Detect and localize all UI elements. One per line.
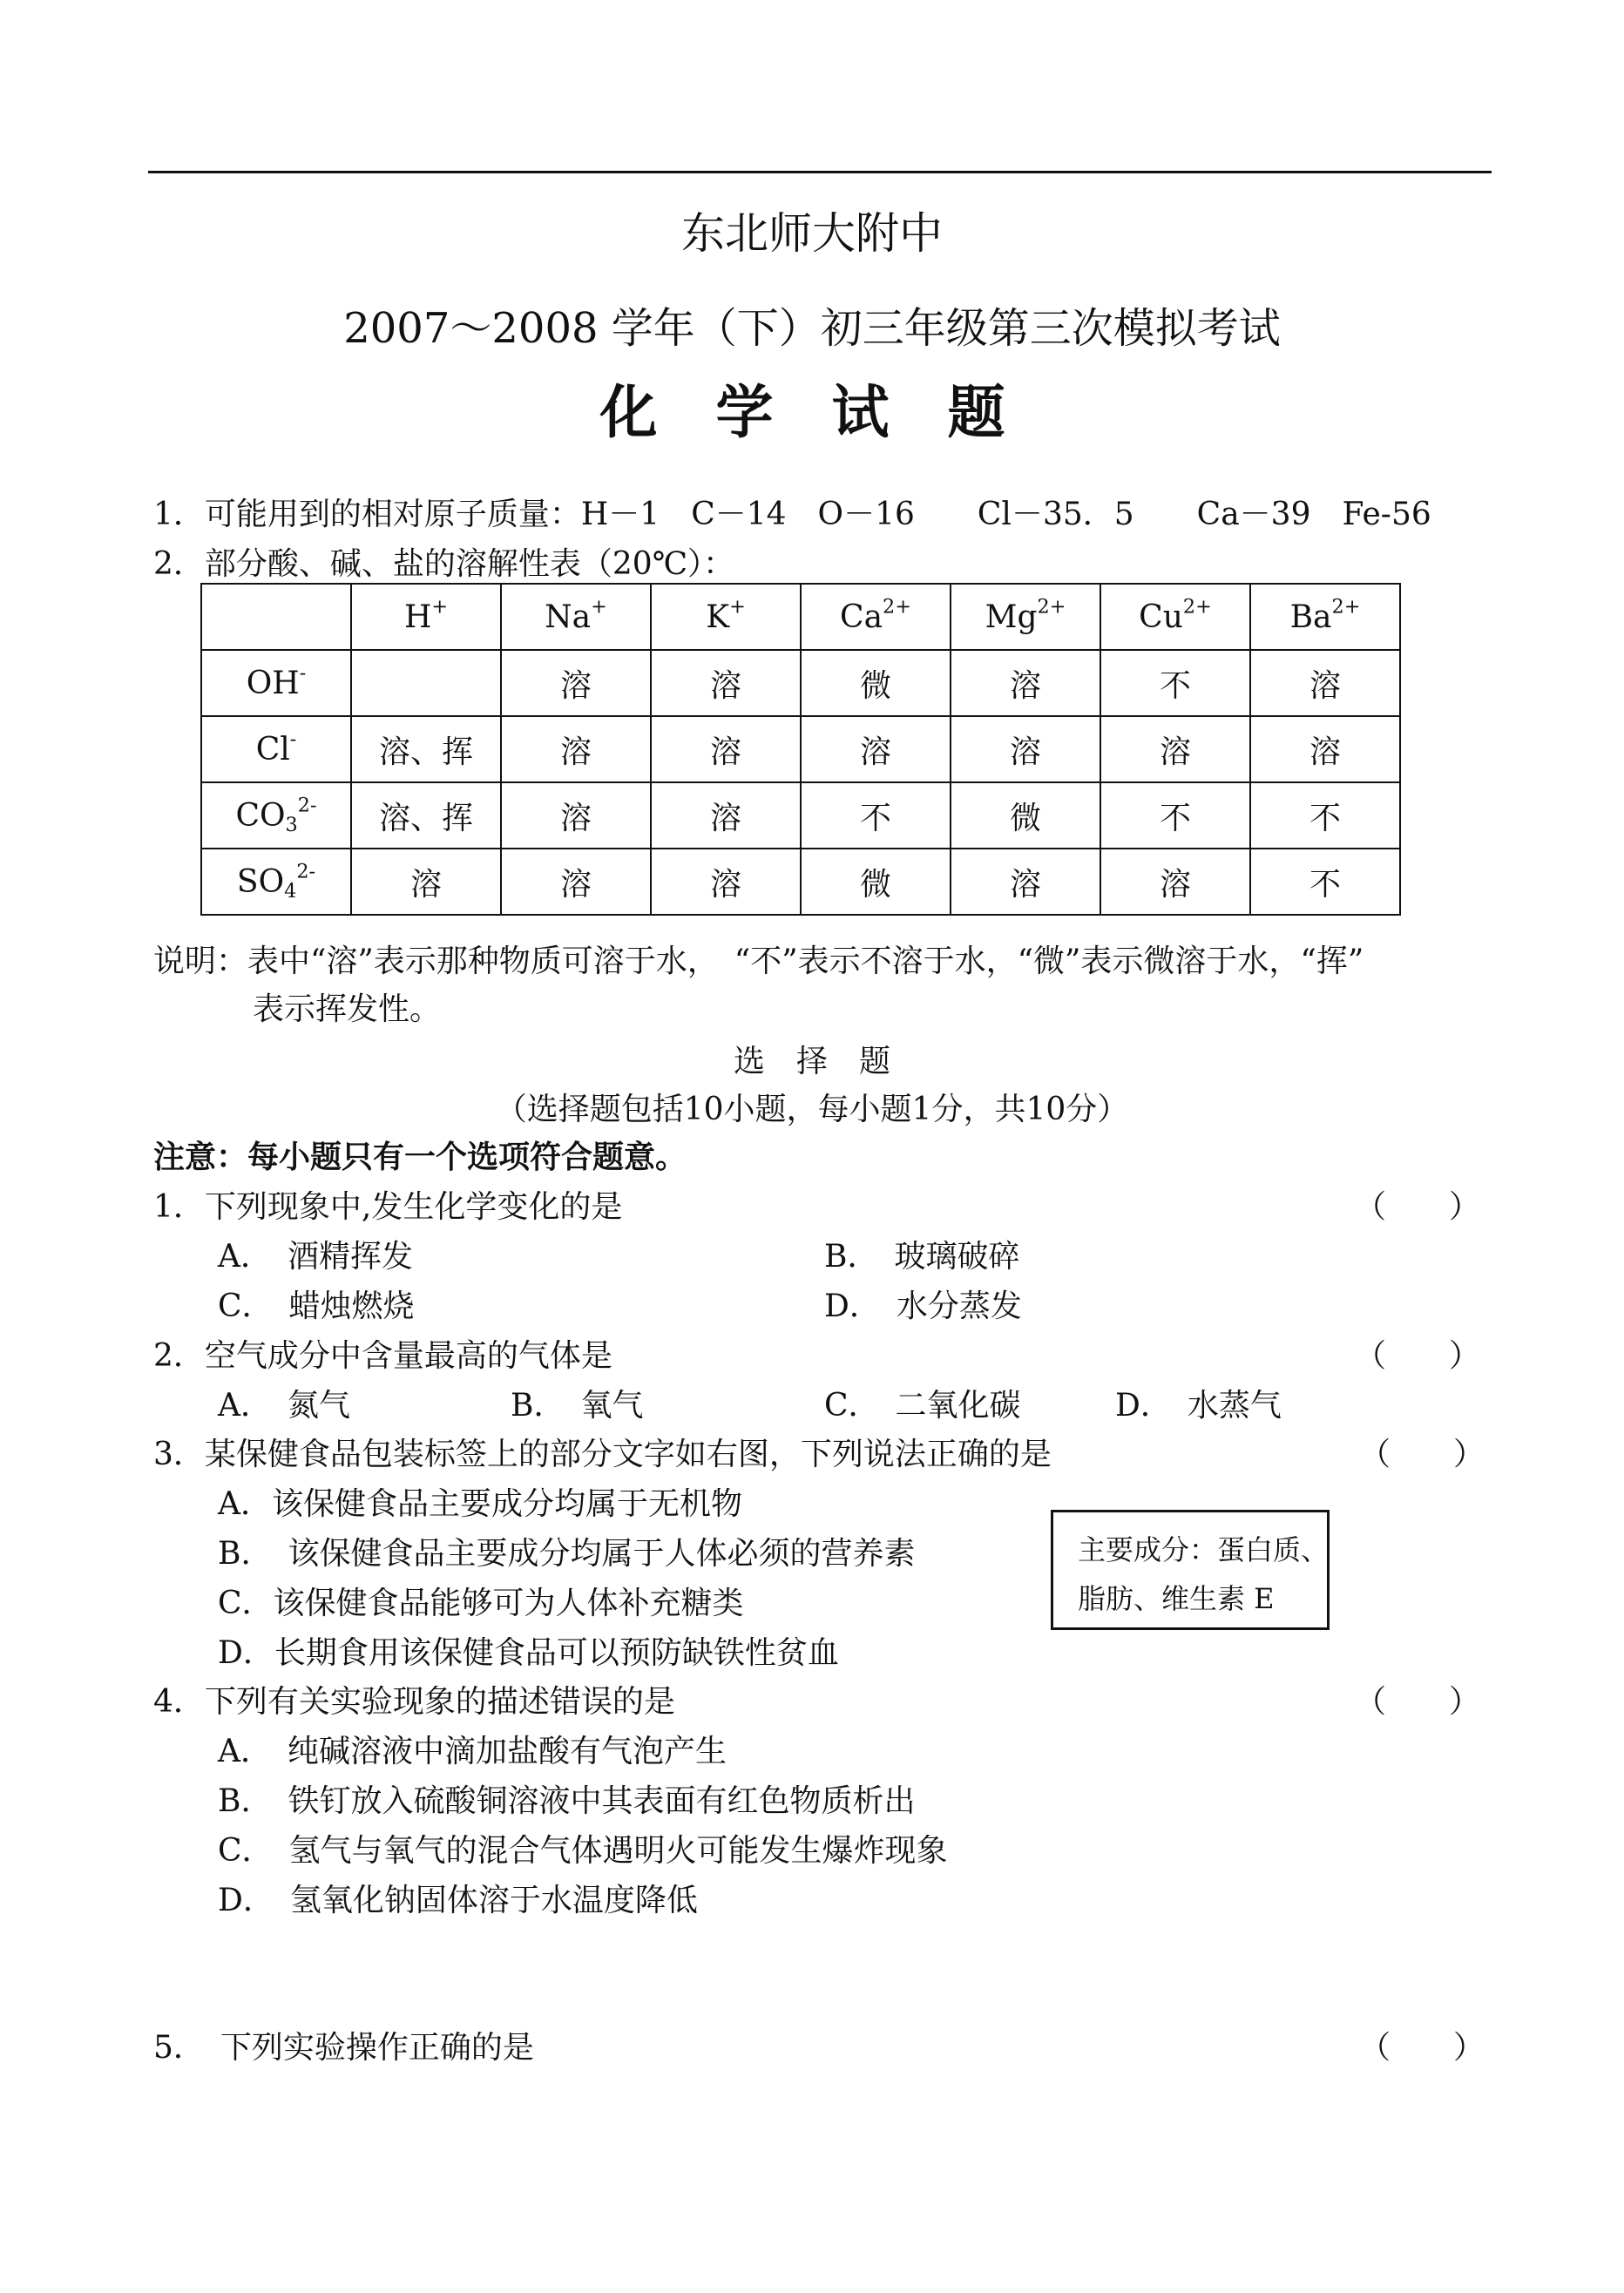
table-cell: 溶 xyxy=(1100,849,1250,915)
section-subtitle: （选择题包括10小题，每小题1分，共10分） xyxy=(495,1092,1129,1127)
table-header-row xyxy=(201,584,1400,650)
cation-cell: H+ xyxy=(351,584,501,650)
table-cell: 溶 xyxy=(501,650,651,716)
table-cell xyxy=(351,650,501,716)
table-cell: 不 xyxy=(1250,782,1400,849)
table-cell: 溶 xyxy=(651,849,801,915)
answer-blank-4: （ ） xyxy=(1355,1684,1481,1720)
table-cell: 微 xyxy=(951,782,1100,849)
table-cell: 微 xyxy=(801,650,951,716)
cation-cell: $Ba^{2+}$ xyxy=(1250,584,1400,650)
table-cell: 溶、挥 xyxy=(351,782,501,849)
answer-blank-2: （ ） xyxy=(1355,1338,1481,1374)
table-cell: 不 xyxy=(1100,650,1250,716)
table-row xyxy=(201,716,1400,782)
food-label-box xyxy=(1051,1510,1330,1630)
table-explanation-cont: 表示挥发性。 xyxy=(253,991,442,1027)
table-cell: 溶 xyxy=(951,716,1100,782)
note-atomic-mass: 1．可能用到的相对原子质量：H－1 C－14 O－16 Cl－35．5 Ca－39 Fe-56 xyxy=(153,497,1431,532)
note-solubility-table: 2．部分酸、碱、盐的溶解性表（20℃）： xyxy=(153,546,734,582)
anion-cell: $SO_4^{2-}$ xyxy=(201,849,351,915)
exam-title: 2007～2008 学年（下）初三年级第三次模拟考试 xyxy=(343,304,1281,353)
table-corner-cell xyxy=(201,584,351,650)
table-cell: 溶 xyxy=(1250,650,1400,716)
cation-cell: $Mg^{2+}$ xyxy=(951,584,1100,650)
answer-blank-1: （ ） xyxy=(1355,1189,1481,1225)
q3-option-c: C．该保健食品能够可为人体补充糖类 xyxy=(218,1586,744,1621)
q4-option-a: A． 纯碱溶液中滴加盐酸有气泡产生 xyxy=(218,1734,727,1769)
table-cell: 溶 xyxy=(651,716,801,782)
table-cell: 溶 xyxy=(951,650,1100,716)
table-cell: 溶 xyxy=(951,849,1100,915)
school-name: 东北师大附中 xyxy=(681,208,943,259)
q2-option-b: B． 氧气 xyxy=(511,1388,644,1424)
table-cell: 微 xyxy=(801,849,951,915)
table-cell: 不 xyxy=(801,782,951,849)
table-cell: 溶 xyxy=(501,782,651,849)
table-cell: 溶 xyxy=(351,849,501,915)
q3-option-a: A．该保健食品主要成分均属于无机物 xyxy=(218,1486,742,1522)
answer-blank-3: （ ） xyxy=(1359,1437,1485,1472)
question-3-stem: 3．某保健食品包装标签上的部分文字如右图，下列说法正确的是 xyxy=(153,1437,1052,1472)
food-label-line-2: 脂肪、维生素 E xyxy=(1078,1582,1275,1615)
solubility-table xyxy=(200,583,1401,916)
cation-cell: K+ xyxy=(651,584,801,650)
table-cell: 不 xyxy=(1250,849,1400,915)
cation-cell: Na+ xyxy=(501,584,651,650)
table-row xyxy=(201,782,1400,849)
food-label-line-1: 主要成分：蛋白质、 xyxy=(1078,1533,1330,1566)
anion-cell: OH- xyxy=(201,650,351,716)
q2-option-c: C． 二氧化碳 xyxy=(824,1388,1021,1424)
q3-option-d: D．长期食用该保健食品可以预防缺铁性贫血 xyxy=(218,1635,839,1671)
table-cell: 溶 xyxy=(501,849,651,915)
table-cell: 溶 xyxy=(651,782,801,849)
q4-option-c: C． 氢气与氧气的混合气体遇明火可能发生爆炸现象 xyxy=(218,1833,948,1869)
answer-blank-5: （ ） xyxy=(1359,2030,1485,2066)
q1-option-d: D． 水分蒸发 xyxy=(824,1289,1022,1324)
anion-cell: $CO_3^{2-}$ xyxy=(201,782,351,849)
q3-option-b: B． 该保健食品主要成分均属于人体必须的营养素 xyxy=(218,1536,916,1572)
table-explanation: 说明：表中“溶”表示那种物质可溶于水， “不”表示不溶于水，“微”表示微溶于水，“挥” xyxy=(153,944,1364,979)
q2-option-d: D． 水蒸气 xyxy=(1115,1388,1282,1424)
q1-option-c: C． 蜡烛燃烧 xyxy=(218,1289,415,1324)
table-row xyxy=(201,650,1400,716)
question-1-stem: 1．下列现象中,发生化学变化的是 xyxy=(153,1189,623,1225)
table-cell: 溶 xyxy=(501,716,651,782)
section-notice: 注意：每小题只有一个选项符合题意。 xyxy=(153,1140,687,1175)
table-row xyxy=(201,849,1400,915)
cation-cell: $Cu^{2+}$ xyxy=(1100,584,1250,650)
table-cell: 不 xyxy=(1100,782,1250,849)
question-2-stem: 2．空气成分中含量最高的气体是 xyxy=(153,1338,612,1374)
q4-option-d: D． 氢氧化钠固体溶于水温度降低 xyxy=(218,1883,698,1918)
q4-option-b: B． 铁钉放入硫酸铜溶液中其表面有红色物质析出 xyxy=(218,1783,916,1819)
table-cell: 溶 xyxy=(801,716,951,782)
q1-option-a: A． 酒精挥发 xyxy=(218,1239,413,1275)
section-title: 选 择 题 xyxy=(733,1044,890,1079)
q2-option-a: A． 氮气 xyxy=(218,1388,350,1424)
cation-cell: $Ca^{2+}$ xyxy=(801,584,951,650)
header-rule xyxy=(148,171,1492,173)
table-cell: 溶 xyxy=(1250,716,1400,782)
table-cell: 溶、挥 xyxy=(351,716,501,782)
subject-title: 化 学 试 题 xyxy=(599,378,1025,446)
q1-option-b: B． 玻璃破碎 xyxy=(824,1239,1020,1275)
anion-cell: Cl- xyxy=(201,716,351,782)
question-4-stem: 4．下列有关实验现象的描述错误的是 xyxy=(153,1684,675,1720)
table-cell: 溶 xyxy=(651,650,801,716)
question-5-stem: 5． 下列实验操作正确的是 xyxy=(153,2030,534,2066)
table-cell: 溶 xyxy=(1100,716,1250,782)
